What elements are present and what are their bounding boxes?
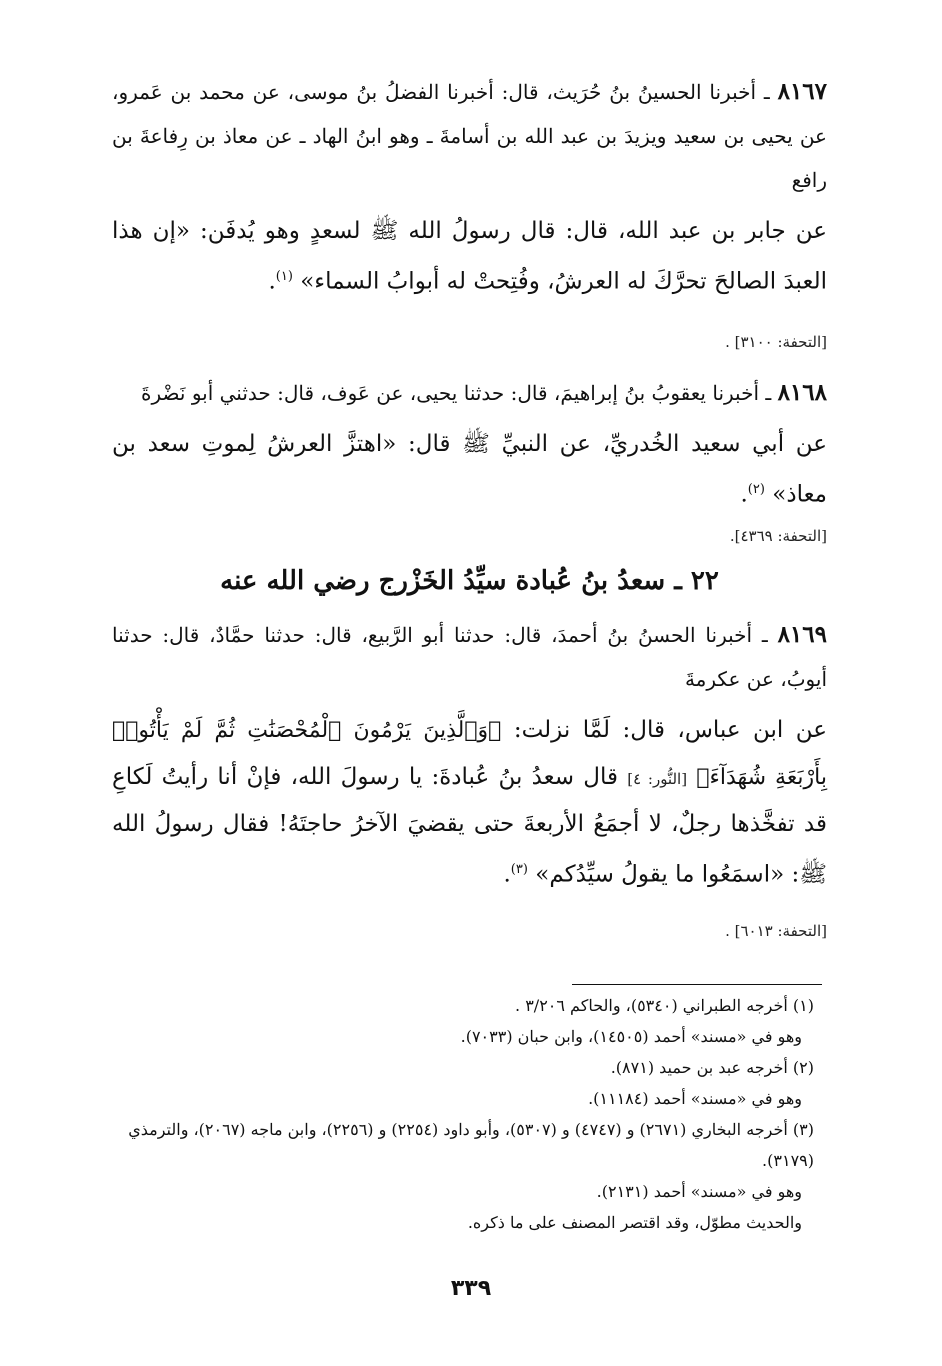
isnad-text: ـ أخبرنا يعقوبُ بنُ إبراهيمَ، قال: حدثنا يحيى، عن عَوف، قال: حدثني أبو نَضْرةَ [141,380,772,405]
hadith-number: ٨١٦٨ [777,378,827,406]
page-body [112,70,827,942]
hadith-matn [112,707,827,898]
footnote-1: (١) أخرجه الطبراني (٥٣٤٠)، والحاكم ٣/٢٠٦ . [515,996,814,1015]
quran-reference: [النُّور: ٤] [627,770,688,789]
matn-end: . [503,861,511,888]
hadith-isnad [112,70,827,202]
footnote-divider [572,984,822,985]
tuhfa-reference: [التحفة: ٤٣٦٩]. [729,527,827,546]
hadith-matn [112,421,827,518]
hadith-number: ٨١٦٩ [777,621,827,649]
tuhfa-reference: [التحفة: ٣١٠٠] . [725,332,827,351]
hadith-8167 [112,70,827,305]
isnad-text: ـ أخبرنا الحسنُ بنُ أحمدَ، قال: حدثنا أبو الرَّبيع، قال: حدثنا حمَّادٌ، قال: حدثنا أيوبُ، عن عكرمةَ [112,623,827,692]
matn-text: قال سعدُ بنُ عُبادةَ: يا رسولَ الله، فإنْ أنا رأيتُ لَكاعِ قد تفخَّذها رجلٌ، لا أجمَعُ الأربعةَ حتى يقضيَ الآخرُ حاجتَهُ! فقال رسولُ الله ﷺ: «اسمَعُوا ما يقولُ سيِّدُكم» [112,764,827,888]
footnote-1-continued: وهو في «مسند» أحمد (١٤٥٠٥)، وابن حبان (٧٠٣٣). [460,1027,802,1046]
footnote-2: (٢) أخرجه عبد بن حميد (٨٧١). [610,1058,814,1077]
hadith-isnad [112,613,827,701]
footnote-ref: (٢) [747,481,765,497]
footnote-ref: (١) [275,269,293,284]
hadith-8168 [112,371,827,518]
matn-text: عن أبي سعيد الخُدريِّ، عن النبيِّ ﷺ قال: «اهتزَّ العرشُ لِموتِ سعد بن معاذ» [112,430,827,508]
page-number: ٣٣٩ [450,1276,492,1301]
isnad-text: ـ أخبرنا الحسينُ بنُ حُرَيث، قال: أخبرنا الفضلُ بنُ موسى، عن محمد بن عَمرو، عن يحيى بن سعيد ويزيدَ بن عبد الله بن أسامةَ ـ وهو ابنُ الهاد ـ عن معاذ بن رِفاعةَ بن رافع [112,80,827,192]
matn-text: عن ابن عباس، قال: لَمَّا نزلت: [513,717,828,744]
matn-end: . [268,268,276,295]
footnote-2-continued: وهو في «مسند» أحمد (١١١٨٤). [588,1089,802,1108]
footnote-ref: (٣) [510,862,528,878]
hadith-isnad [112,371,827,415]
section-heading: ٢٢ ـ سعدُ بنُ عُبادة سيِّدُ الخَزْرج رضي الله عنه [220,566,719,597]
hadith-8169 [112,613,827,898]
footnote-3: (٣) أخرجه البخاري (٢٦٧١) و (٤٧٤٧) و (٥٣٠٧)، وأبو داود (٢٢٥٤) و (٢٢٥٦)، وابن ماجه (٢٠٦٧)، والترمذي (٣١٧٩). [128,1120,814,1170]
footnotes [112,990,814,1238]
tuhfa-reference: [التحفة: ٦٠١٣] . [725,921,827,940]
footnote-3-continued: وهو في «مسند» أحمد (٢١٣١). [596,1182,802,1201]
quran-verse: ﴿وَٱلَّذِينَ يَرْمُونَ ٱلْمُحْصَنَٰتِ ثُمَّ لَمْ يَأْتُوا۟ بِأَرْبَعَةِ شُهَدَآءَ﴾ [112,718,828,791]
footnote-3-note: والحديث مطوّل، وقد اقتصر المصنف على ما ذكره. [467,1213,802,1232]
matn-text: عن جابر بن عبد الله، قال: قال رسولُ الله ﷺ لسعدٍ وهو يُدفَن: «إن هذا العبدَ الصالحَ تحرَّكَ له العرشُ، وفُتِحتْ له أبوابُ السماء» [112,218,827,295]
matn-end: . [740,481,748,508]
hadith-number: ٨١٦٧ [777,78,828,105]
hadith-matn [112,208,827,305]
